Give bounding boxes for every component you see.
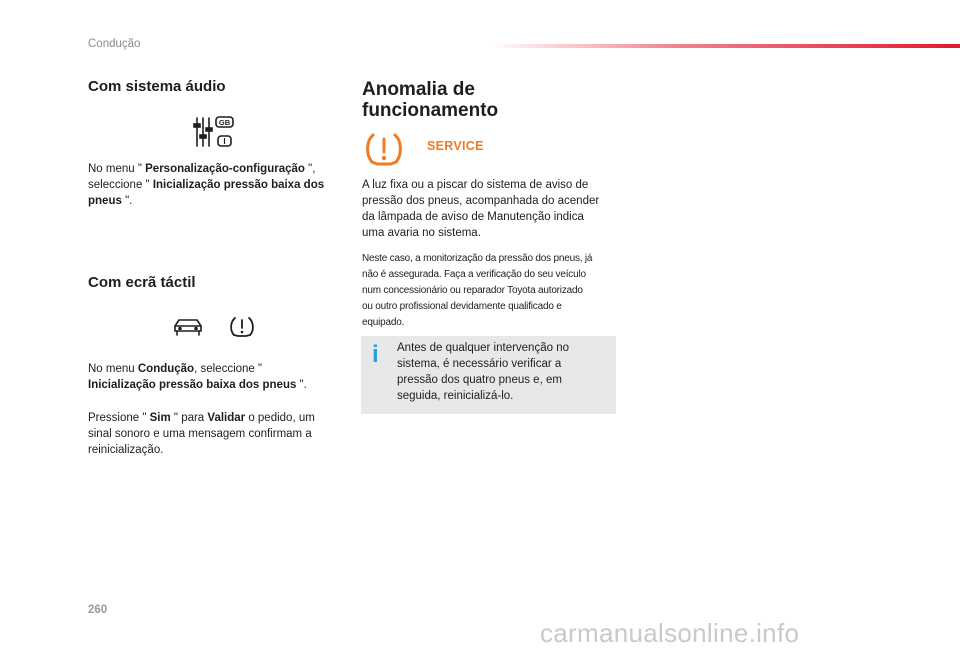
desc-line: uma avaria no sistema. [362, 227, 481, 239]
section-label: Condução [88, 38, 141, 50]
tyre-pressure-warning-icon [364, 131, 404, 167]
touch-heading: Com ecrã táctil [88, 274, 196, 291]
advice-line: não é assegurada. Faça a verificação do seu veículo [362, 269, 586, 280]
header-rule [490, 44, 960, 48]
yes-bold: Sim [149, 412, 171, 424]
touch-text-c: , seleccione " [194, 363, 263, 375]
desc-line: da lâmpada de aviso de Manutenção indica [362, 211, 584, 223]
info-line: pressão dos quatro pneus e, em [397, 374, 562, 386]
svg-text:GB: GB [218, 118, 231, 127]
audio-text-c: ", [304, 163, 316, 175]
service-warning-label: SERVICE [427, 139, 484, 153]
info-line: Antes de qualquer intervenção no [397, 342, 569, 354]
confirm-text-a: Pressione " [88, 412, 150, 424]
reset-option-bold-cont: pneus [88, 195, 122, 207]
menu-path-bold: Personalização-configuração [145, 163, 305, 175]
advice-line: Neste caso, a monitorização da pressão dos pneus, já [362, 253, 593, 264]
touch-text-e: ". [296, 379, 307, 391]
svg-text:I: I [223, 137, 226, 146]
malfunction-heading [362, 79, 498, 121]
touch-instructions [88, 361, 348, 393]
audio-text-g: ". [121, 195, 133, 207]
malfunction-advice [362, 251, 622, 331]
page-number: 260 [88, 604, 108, 616]
audio-text-a: No menu " [88, 163, 146, 175]
menu-name-bold: Condução [137, 363, 195, 375]
confirm-instructions [88, 410, 348, 458]
confirm-text-c: " para [170, 412, 208, 424]
malfunction-description [362, 177, 622, 241]
validate-bold: Validar [207, 412, 246, 424]
reset-option-bold: Inicialização pressão baixa dos pneus [88, 379, 297, 391]
car-icon [172, 316, 204, 340]
audio-instructions [88, 161, 348, 209]
audio-heading: Com sistema áudio [88, 78, 226, 95]
reset-option-bold: Inicialização pressão baixa dos [152, 179, 325, 191]
advice-line: ou outro profissional devidamente qualificado e [362, 301, 562, 312]
touch-text-a: No menu [88, 363, 138, 375]
desc-line: pressão dos pneus, acompanhada do acender [362, 195, 600, 207]
confirm-text-f: sinal sonoro e uma mensagem confirmam a [88, 428, 312, 440]
confirm-text-g: reinicialização. [88, 444, 164, 456]
watermark: carmanualsonline.info [540, 618, 800, 648]
info-text [397, 340, 607, 404]
audio-settings-icon [192, 115, 236, 149]
malfunction-heading-line1: Anomalia de [362, 79, 475, 100]
malfunction-heading-line2: funcionamento [362, 100, 499, 121]
info-line: sistema, é necessário verificar a [397, 358, 562, 370]
advice-line: equipado. [362, 317, 405, 328]
audio-text-d: seleccione " [88, 179, 153, 191]
tyre-pressure-icon [229, 314, 255, 340]
info-line: seguida, reinicializá-lo. [397, 390, 514, 402]
advice-line: num concessionário ou reparador Toyota autorizado [362, 285, 583, 296]
desc-line: A luz fixa ou a piscar do sistema de aviso de [362, 179, 589, 191]
confirm-text-e: o pedido, um [245, 412, 315, 424]
info-icon: i [372, 341, 379, 368]
